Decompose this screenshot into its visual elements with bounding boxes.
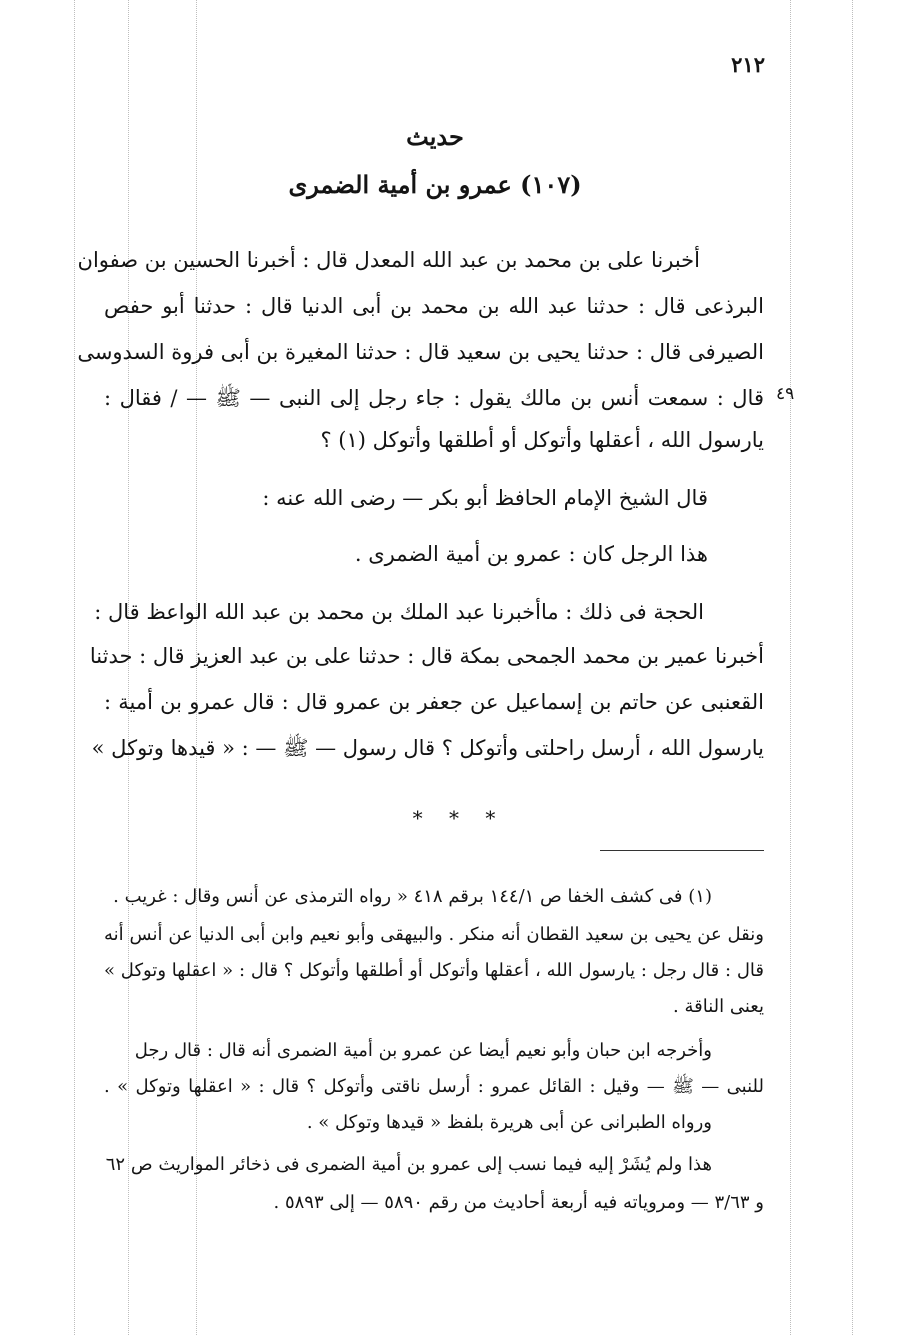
footnote-line: ونقل عن يحيى بن سعيد القطان أنه منكر . والبيهقى وأبو نعيم وابن أبى الدنيا عن أنس أنه — [104, 924, 764, 945]
hadith-title: (١٠٧) عمرو بن أمية الضمرى — [288, 170, 582, 199]
body-line: الصيرفى قال : حدثنا يحيى بن سعيد قال : حدثنا المغيرة بن أبى فروة السدوسى — [77, 340, 764, 364]
margin-number: ٤٩ — [776, 384, 795, 404]
body-line: هذا الرجل كان : عمرو بن أمية الضمرى . — [354, 542, 708, 566]
section-separator-stars: * * * — [412, 806, 506, 830]
body-line: أخبرنا عمير بن محمد الجمحى بمكة قال : حدثنا على بن عبد العزيز قال : حدثنا — [89, 644, 764, 668]
footnote-line: هذا ولم يُشَرْ إليه فيما نسب إلى عمرو بن أمية الضمرى فى ذخائر المواريث ص ٦٢ — [105, 1154, 712, 1175]
page-number: ٢١٢ — [731, 52, 765, 77]
section-heading: حديث — [406, 122, 464, 151]
body-line: البرذعى قال : حدثنا عبد الله بن محمد بن أبى الدنيا قال : حدثنا أبو حفص — [104, 294, 764, 318]
body-line: قال الشيخ الإمام الحافظ أبو بكر — رضى الله عنه : — [262, 486, 708, 510]
footnote-line: وأخرجه ابن حبان وأبو نعيم أيضا عن عمرو بن أمية الضمرى أنه قال : قال رجل — [134, 1040, 712, 1061]
footnote-line: و ٣/٦٣ — ومروياته فيه أربعة أحاديث من رقم ٥٨٩٠ — إلى ٥٨٩٣ . — [273, 1192, 764, 1213]
footnote-line: (١) فى كشف الخفا ص ١٤٤/١ برقم ٤١٨ « رواه الترمذى عن أنس وقال : غريب . — [113, 886, 712, 907]
body-line: يارسول الله ، أرسل راحلتى وأتوكل ؟ قال رسول — ﷺ — : « قيدها وتوكل » — [91, 736, 764, 760]
body-line: القعنبى عن حاتم بن إسماعيل عن جعفر بن عمرو قال : قال عمرو بن أمية : — [104, 690, 764, 714]
body-line: أخبرنا على بن محمد بن عبد الله المعدل قال : أخبرنا الحسين بن صفوان — [77, 248, 700, 272]
body-line: الحجة فى ذلك : ماأخبرنا عبد الملك بن محمد بن عبد الله الواعظ قال : — [94, 600, 704, 624]
body-line: يارسول الله ، أعقلها وأتوكل أو أطلقها وأتوكل (١) ؟ — [320, 428, 764, 452]
footnote-rule — [600, 850, 764, 851]
footnote-line: يعنى الناقة . — [673, 996, 764, 1017]
footnote-line: قال : قال رجل : يارسول الله ، أعقلها وأتوكل أو أطلقها وأتوكل ؟ قال : « اعقلها وتوكل » — [104, 960, 764, 981]
footnote-line: للنبى — ﷺ — وقيل : القائل عمرو : أرسل ناقتى وأتوكل ؟ قال : « اعقلها وتوكل » . — [104, 1076, 764, 1097]
footnote-line: ورواه الطبرانى عن أبى هريرة بلفظ « قيدها وتوكل » . — [306, 1112, 712, 1133]
body-line: قال : سمعت أنس بن مالك يقول : جاء رجل إلى النبى — ﷺ — / فقال : — [104, 386, 764, 410]
